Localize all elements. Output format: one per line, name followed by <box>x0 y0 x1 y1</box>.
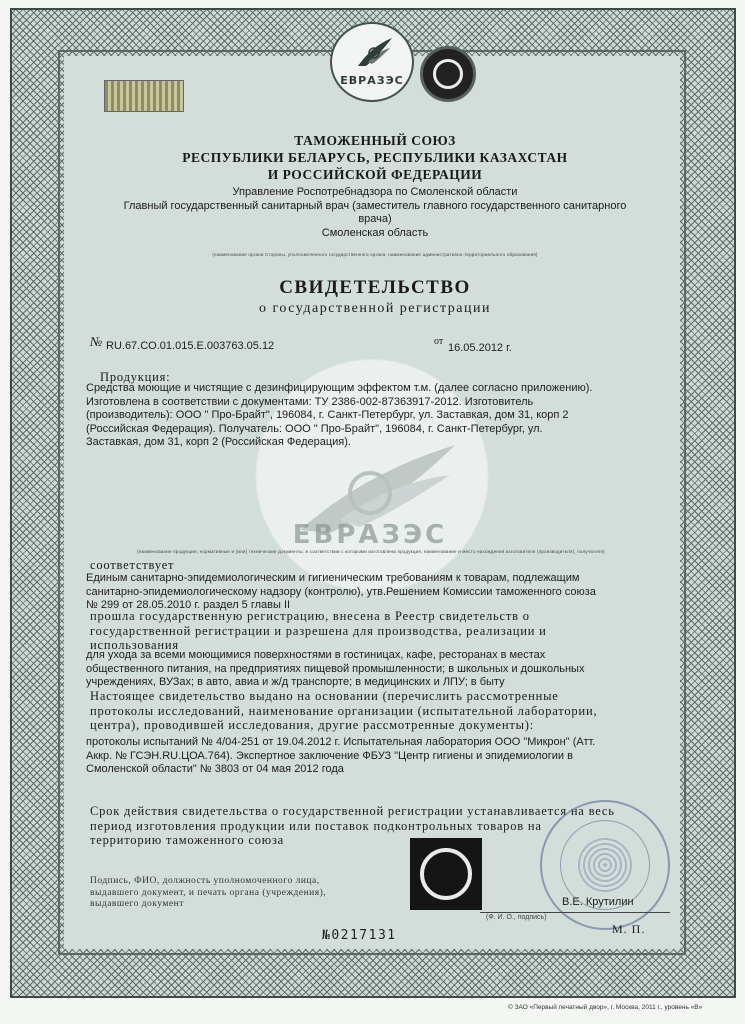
registration-line-2: государственной регистрации и разрешена для производства, реализации и <box>90 623 547 638</box>
signer-name: В.Е. Крутилин <box>562 896 634 908</box>
compliance-line-2: санитарно-эпидемиологическому надзору (контролю), утв.Решением Комиссии таможенного союза <box>86 585 596 598</box>
basis-line-1: Настоящее свидетельство выдано на основании (перечислить рассмотренные <box>90 689 559 703</box>
serial-number: №0217131 <box>322 928 397 943</box>
validity-line-1: Срок действия свидетельства о государственной регистрации устанавливается на весь <box>90 804 615 818</box>
signature-line <box>480 912 670 913</box>
official-stamp <box>540 800 670 930</box>
printer-footer: © ЗАО «Первый печатный двор», г. Москва, 2011 г., уровень «В» <box>508 1004 703 1011</box>
authority-line-2: Главный государственный санитарный врач (заместитель главного государственного санитарного <box>123 199 627 212</box>
union-title: ТАМОЖЕННЫЙ СОЮЗ <box>294 133 456 148</box>
protocols-line-2: Аккр. № ГСЭН.RU.ЦОА.764). Экспертное заключение ФБУЗ "Центр гигиены и эпидемиологии в <box>86 749 573 762</box>
usage-line-1: для ухода за всеми моющимися поверхностями в гостиницах, кафе, ресторанах в местах <box>86 649 546 661</box>
compliance-label: соответствует <box>90 558 175 572</box>
document-title: СВИДЕТЕЛЬСТВО <box>279 277 471 298</box>
document-number: RU.67.CO.01.015.E.003763.05.12 <box>106 340 275 352</box>
usage-line-3: учреждениях, ВУЗах; в авто, авиа и ж/д транспорте; в медицинских и ЛПУ; в быту <box>86 676 505 688</box>
basis-line-3: центра), проводившей исследования, другие рассмотренные документы): <box>90 718 535 732</box>
signature-sub-caption: (Ф. И. О., подпись) <box>486 914 547 921</box>
authority-caption: (наименование органа Стороны, уполномоченного государственного органа, наименование административно-территориального образования) <box>212 252 538 257</box>
authority-line-1: Управление Роспотребнадзора по Смоленской области <box>232 186 518 198</box>
federation-title: И РОССИЙСКОЙ ФЕДЕРАЦИИ <box>267 167 483 182</box>
registration-line-1: прошла государственную регистрацию, внесена в Реестр свидетельств о <box>90 609 530 623</box>
product-line-3: (производитель): ООО " Про-Брайт", 196084, г. Санкт-Петербург, ул. Заставкая, дом 31, корп 2 <box>86 409 569 421</box>
product-caption: (наименование продукции, нормативные и (или) технические документы, в соответствии с которыми изготовлена продукция, наименование и место нахождения изготовителя (производителя), получателя) <box>137 549 605 554</box>
protocols-line-3: Смоленской области" № 3803 от 04 мая 2012 года <box>86 763 344 775</box>
validity-line-3: территорию таможенного союза <box>90 833 285 847</box>
document-subtitle: о государственной регистрации <box>259 301 491 316</box>
protocols-line-1: протоколы испытаний № 4/04-251 от 19.04.2012 г. Испытательная лаборатория ООО "Микрон" (Атт. <box>86 736 596 748</box>
compliance-line-1: Единым санитарно-эпидемиологическим и гигиеническим требованиям к товарам, подлежащим <box>86 572 580 584</box>
registration-line-3: использования <box>90 638 179 652</box>
mp-label: М. П. <box>612 922 646 936</box>
product-line-2: Изготовлена в соответствии с документами: ТУ 2386-002-87363917-2012. Изготовитель <box>86 395 534 408</box>
gcs-mark-icon <box>410 838 482 910</box>
date-label: от <box>434 336 444 347</box>
signature-caption-2: выдавшего документ, и печать органа (учреждения), <box>90 887 327 898</box>
validity-line-2: период изготовления продукции или поставок подконтрольных товаров на <box>90 818 542 833</box>
product-line-1: Средства моющие и чистящие с дезинфицирующим эффектом т.м. (далее согласно приложению). <box>86 382 593 394</box>
evrazes-emblem <box>330 22 414 102</box>
number-label: № <box>90 334 103 349</box>
hologram-sticker <box>104 80 184 112</box>
authority-region: Смоленская область <box>321 226 429 239</box>
signature-caption-3: выдавшего документ <box>90 899 184 909</box>
product-line-4: (Российская Федерация). Получатель: ООО " Про-Брайт", 196084, г. Санкт-Петербург, ул. <box>86 422 543 435</box>
wing-icon <box>354 36 394 70</box>
authority-line-3: врача) <box>358 213 392 225</box>
round-seal-icon <box>420 46 476 102</box>
product-line-5: Заставкая, дом 31, корп 2 (Российская Федерация). <box>86 436 351 448</box>
product-label: Продукция: <box>100 370 171 384</box>
emblem-text: ЕВРАЗЭС <box>340 74 404 87</box>
watermark-text: ЕВРАЗЭС <box>292 520 448 550</box>
basis-line-2: протоколы исследований, наименование организации (испытательной лаборатории, <box>90 703 598 718</box>
signature-caption-1: Подпись, ФИО, должность уполномоченного лица, <box>90 876 320 886</box>
compliance-line-3: № 299 от 28.05.2010 г. раздел 5 главы II <box>86 599 291 611</box>
republics-title: РЕСПУБЛИКИ БЕЛАРУСЬ, РЕСПУБЛИКИ КАЗАХСТАН <box>182 150 568 165</box>
usage-line-2: общественного питания, на предприятиях пищевой промышленности; в школьных и дошкольных <box>86 662 585 675</box>
document-date: 16.05.2012 г. <box>448 342 512 354</box>
